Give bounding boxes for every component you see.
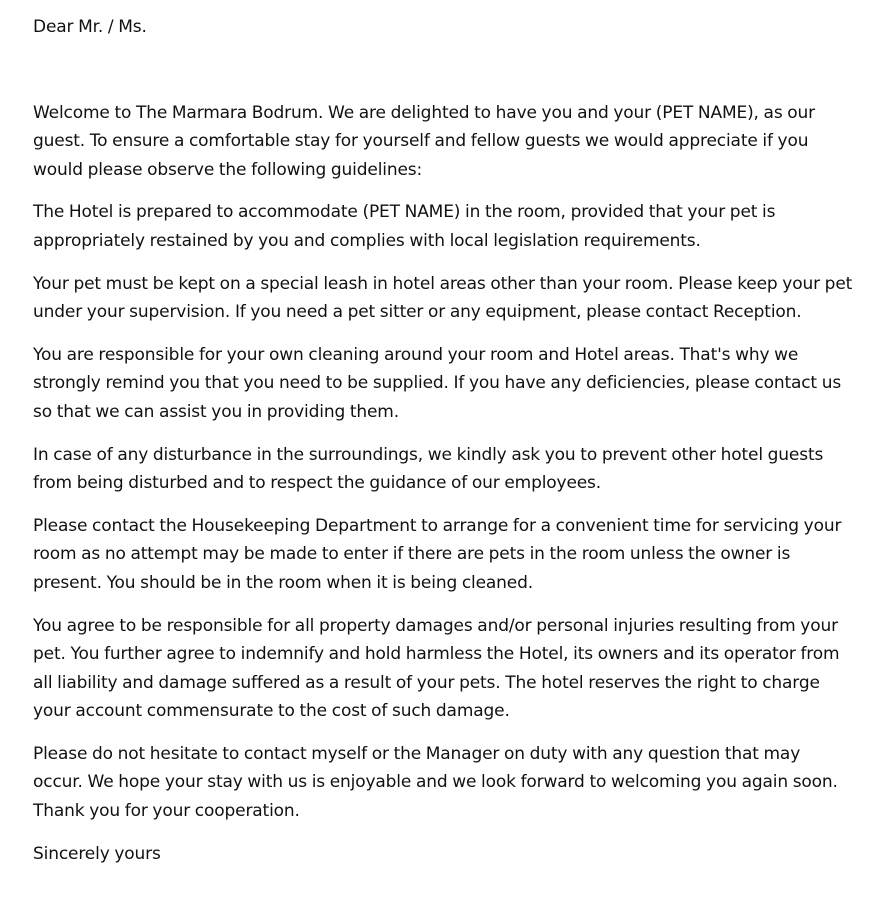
paragraph-cleaning: You are responsible for your own cleaning around your room and Hotel areas. That's why we strongly remind you that you need to be supplied. If you have any deficiencies, please contact us so that we can assist you in providing them. xyxy=(33,344,842,422)
letter-body xyxy=(33,13,853,868)
closing: Sincerely yours xyxy=(33,843,161,864)
paragraph-liability: You agree to be responsible for all property damages and/or personal injuries resulting from your pet. You further agree to indemnify and hold harmless the Hotel, its owners and its operator from all liability and damage suffered as a result of your pets. The hotel reserves the right to charge your account commensurate to the cost of such damage. xyxy=(33,615,840,722)
paragraph-contact: Please do not hesitate to contact myself or the Manager on duty with any question that may occur. We hope your stay with us is enjoyable and we look forward to welcoming you again soon. Thank you for your cooperation. xyxy=(33,743,838,822)
paragraph-disturbance: In case of any disturbance in the surroundings, we kindly ask you to prevent other hotel guests from being disturbed and to respect the guidance of our employees. xyxy=(33,444,824,494)
paragraph-housekeeping: Please contact the Housekeeping Department to arrange for a convenient time for servicing your room as no attempt may be made to enter if there are pets in the room unless the owner is present. You should be in the room when it is being cleaned. xyxy=(33,515,842,593)
paragraph-welcome: Welcome to The Marmara Bodrum. We are delighted to have you and your (PET NAME), as our guest. To ensure a comfortable stay for yourself and fellow guests we would appreciate if you would please observe the following guidelines: xyxy=(33,102,816,180)
paragraph-accommodation: The Hotel is prepared to accommodate (PET NAME) in the room, provided that your pet is appropriately restained by you and complies with local legislation requirements. xyxy=(33,202,776,251)
paragraph-leash: Your pet must be kept on a special leash in hotel areas other than your room. Please keep your pet under your supervision. If you need a pet sitter or any equipment, please contact Reception. xyxy=(33,273,853,323)
salutation: Dear Mr. / Ms. xyxy=(33,17,147,37)
